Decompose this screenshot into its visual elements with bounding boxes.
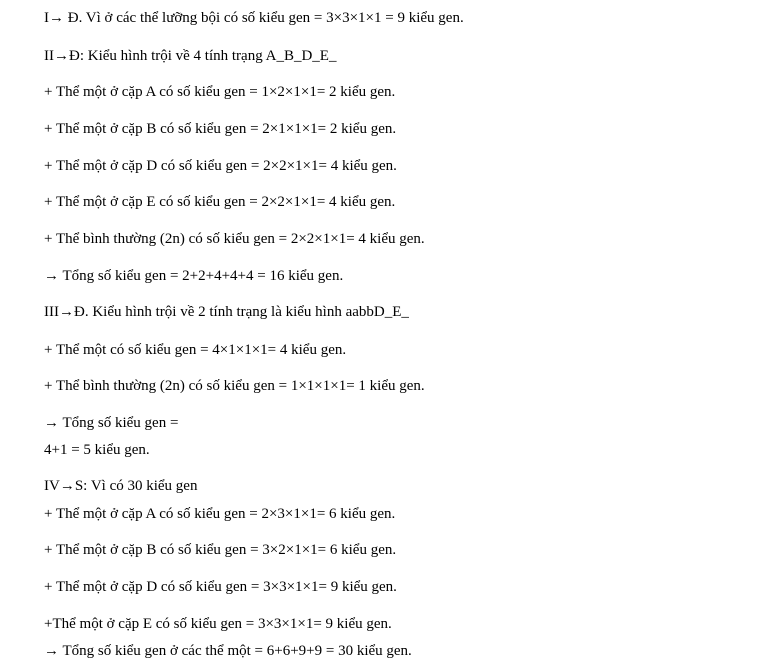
iii-total-label: → Tổng số kiểu gen =: [44, 415, 179, 431]
ii-case-normal: + Thể bình thường (2n) có số kiểu gen = 2×2×1×1= 4 kiểu gen.: [44, 231, 425, 247]
iii-case-monosomic: + Thể một có số kiểu gen = 4×1×1×1= 4 kiểu gen.: [44, 342, 347, 358]
iv-case-e: +Thể một ở cặp E có số kiểu gen = 3×3×1×1= 9 kiểu gen.: [44, 616, 392, 632]
statement-iii: III→Đ. Kiểu hình trội về 2 tính trạng là kiểu hình aabbD_E_: [44, 304, 409, 320]
ii-case-d: + Thể một ở cặp D có số kiểu gen = 2×2×1×1= 4 kiểu gen.: [44, 158, 397, 174]
iv-total: → Tổng số kiểu gen ở các thể một = 6+6+9+9 = 30 kiểu gen.: [44, 643, 412, 659]
iv-case-d: + Thể một ở cặp D có số kiểu gen = 3×3×1×1= 9 kiểu gen.: [44, 579, 397, 595]
ii-case-e: + Thể một ở cặp E có số kiểu gen = 2×2×1×1= 4 kiểu gen.: [44, 194, 396, 210]
statement-iv: IV→S: Vì có 30 kiểu gen: [44, 478, 198, 494]
statement-i: I→ Đ. Vì ở các thể lưỡng bội có số kiểu gen = 3×3×1×1 = 9 kiểu gen.: [44, 10, 464, 26]
iii-total-value: 4+1 = 5 kiểu gen.: [44, 442, 150, 458]
ii-case-a: + Thể một ở cặp A có số kiểu gen = 1×2×1×1= 2 kiểu gen.: [44, 84, 396, 100]
iv-case-a: + Thể một ở cặp A có số kiểu gen = 2×3×1×1= 6 kiểu gen.: [44, 506, 396, 522]
ii-case-b: + Thể một ở cặp B có số kiểu gen = 2×1×1×1= 2 kiểu gen.: [44, 121, 397, 137]
ii-total: → Tổng số kiểu gen = 2+2+4+4+4 = 16 kiểu gen.: [44, 268, 344, 284]
iii-case-normal: + Thể bình thường (2n) có số kiểu gen = 1×1×1×1= 1 kiểu gen.: [44, 378, 425, 394]
statement-ii: II→Đ: Kiểu hình trội về 4 tính trạng A_B_D_E_: [44, 48, 337, 64]
iv-case-b: + Thể một ở cặp B có số kiểu gen = 3×2×1×1= 6 kiểu gen.: [44, 542, 397, 558]
